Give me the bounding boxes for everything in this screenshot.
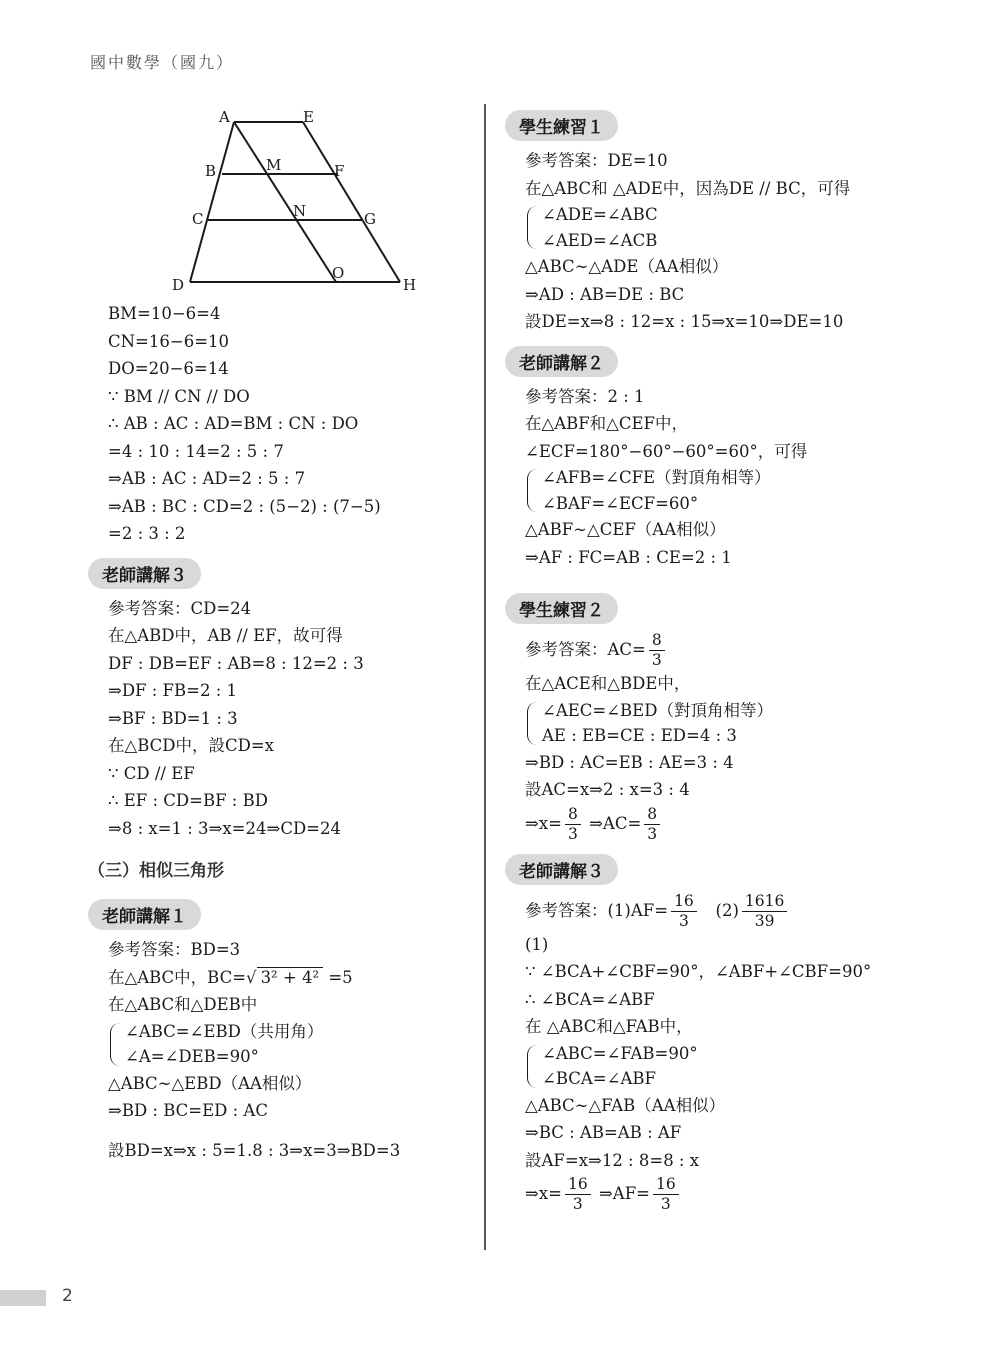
fraction bbox=[649, 631, 665, 670]
intro-line: DO=20−6=14 bbox=[108, 359, 229, 378]
solution-line: 設AF=x⇒12 : 8=8 : x bbox=[525, 1150, 700, 1170]
brace-line: ∠ABC=∠FAB=90° bbox=[542, 1043, 698, 1063]
solution-line: ⇒BD : BC=ED : AC bbox=[108, 1101, 268, 1120]
final-b: ⇒AF= bbox=[598, 1184, 650, 1203]
right-column bbox=[505, 100, 945, 1214]
solution-line: △ABF∼△CEF（AA相似） bbox=[525, 520, 726, 539]
sqrt-line-post: =5 bbox=[328, 967, 353, 987]
condition-brace bbox=[505, 698, 945, 749]
brace-line: ∠AEC=∠BED（對頂角相等） bbox=[542, 700, 773, 720]
line-AD bbox=[190, 122, 234, 282]
final-a: ⇒x= bbox=[525, 1184, 562, 1203]
section-title: （三）相似三角形 bbox=[88, 861, 224, 881]
solution-line: 在△ABF和△CEF中， bbox=[525, 414, 688, 433]
denominator: 3 bbox=[567, 824, 578, 843]
solution-line: ∵ ∠BCA+∠CBF=90°，∠ABF+∠CBF=90° bbox=[525, 962, 872, 981]
solution-line: DF : DB=EF : AB=8 : 12=2 : 3 bbox=[108, 653, 364, 673]
solution-line: 參考答案：CD=24 bbox=[108, 598, 252, 618]
numerator: 8 bbox=[565, 805, 581, 825]
intro-line: CN=16−6=10 bbox=[108, 331, 230, 351]
condition-brace bbox=[505, 202, 945, 253]
answer-prefix: 參考答案：(1)AF= bbox=[525, 900, 669, 920]
trapezoid-figure bbox=[166, 100, 426, 300]
column-divider bbox=[484, 104, 486, 1250]
line-AO bbox=[234, 122, 336, 282]
label-G: G bbox=[364, 210, 376, 228]
brace-line: ∠AED=∠ACB bbox=[542, 230, 658, 250]
condition-brace bbox=[505, 465, 945, 516]
solution-line: ∵ CD // EF bbox=[108, 763, 195, 783]
sqrt-line-pre: 在△ABC中，BC= bbox=[108, 967, 247, 987]
solution-line: 在△ACE和△BDE中， bbox=[525, 674, 691, 693]
answer-line: 參考答案：DE=10 bbox=[525, 151, 668, 170]
fraction bbox=[565, 1175, 591, 1214]
brace-line: ∠AFB=∠CFE（對頂角相等） bbox=[542, 468, 771, 487]
line-EH bbox=[303, 122, 400, 282]
solution-line: ∠ECF=180°−60°−60°=60°，可得 bbox=[525, 441, 808, 461]
fraction bbox=[742, 892, 787, 931]
intro-line: =2 : 3 : 2 bbox=[108, 524, 186, 543]
final-answer-line bbox=[505, 1174, 945, 1214]
brace-mark bbox=[527, 702, 538, 745]
fraction bbox=[653, 1175, 679, 1214]
intro-line: ∴ AB : AC : AD=BM : CN : DO bbox=[108, 414, 359, 433]
solution-line: 設AC=x⇒2 : x=3 : 4 bbox=[525, 780, 690, 799]
answer-line: 參考答案：2 : 1 bbox=[525, 386, 645, 406]
numerator: 16 bbox=[653, 1175, 679, 1195]
brace-mark bbox=[110, 1023, 121, 1066]
denominator: 3 bbox=[678, 911, 689, 930]
denominator: 3 bbox=[647, 824, 658, 843]
solution-line: ⇒BD : AC=EB : AE=3 : 4 bbox=[525, 752, 734, 772]
intro-line: BM=10−6=4 bbox=[108, 304, 221, 323]
final-answer-line bbox=[505, 804, 945, 844]
teacher-explanation-1-badge: 老師講解１ bbox=[88, 899, 201, 930]
teacher-explanation-2-badge: 老師講解２ bbox=[505, 346, 618, 377]
page-number-bar bbox=[0, 1290, 46, 1306]
brace-line: ∠ADE=∠ABC bbox=[542, 205, 658, 224]
solution-line: ∴ EF : CD=BF : BD bbox=[108, 791, 268, 810]
label-C: C bbox=[192, 210, 204, 228]
intro-line: =4 : 10 : 14=2 : 5 : 7 bbox=[108, 441, 284, 461]
answer-line: 參考答案：BD=3 bbox=[108, 940, 241, 959]
brace-mark bbox=[527, 469, 538, 512]
solution-line: ⇒BF : BD=1 : 3 bbox=[108, 708, 238, 728]
label-N: N bbox=[293, 202, 307, 220]
solution-line: ∴ ∠BCA=∠ABF bbox=[525, 989, 655, 1009]
page-number: 2 bbox=[62, 1286, 73, 1306]
left-column bbox=[88, 100, 473, 1164]
solution-line: △ABC∼△EBD（AA相似） bbox=[108, 1073, 312, 1093]
teacher-explanation-3-badge: 老師講解３ bbox=[88, 558, 201, 589]
numerator: 1616 bbox=[742, 892, 787, 912]
sqrt-sign: √ bbox=[246, 967, 257, 987]
label-H: H bbox=[403, 276, 417, 294]
brace-line: ∠ABC=∠EBD（共用角） bbox=[125, 1021, 324, 1041]
solution-line: ⇒DF : FB=2 : 1 bbox=[108, 681, 237, 700]
answer-line bbox=[505, 891, 945, 931]
brace-line: AE : EB=CE : ED=4 : 3 bbox=[542, 726, 737, 745]
brace-mark bbox=[527, 1045, 538, 1088]
solution-line: 在△ABC和△DEB中 bbox=[108, 995, 258, 1014]
brace-mark bbox=[527, 206, 538, 249]
numerator: 8 bbox=[644, 805, 660, 825]
fraction bbox=[671, 892, 697, 931]
label-M: M bbox=[266, 156, 282, 174]
fraction bbox=[644, 805, 660, 844]
denominator: 3 bbox=[660, 1195, 671, 1213]
denominator: 3 bbox=[572, 1195, 583, 1213]
answer-prefix: 參考答案：AC= bbox=[525, 640, 646, 659]
condition-brace bbox=[88, 1019, 473, 1070]
answer-line bbox=[505, 630, 945, 670]
solution-line: △ABC∼△ADE（AA相似） bbox=[525, 257, 729, 276]
teacher-explanation-3r-badge: 老師講解３ bbox=[505, 854, 618, 885]
solution-line: △ABC∼△FAB（AA相似） bbox=[525, 1095, 726, 1115]
intro-line: ⇒AB : BC : CD=2 : (5−2) : (7−5) bbox=[108, 496, 381, 516]
label-F: F bbox=[334, 162, 345, 180]
solution-line: ⇒AD : AB=DE : BC bbox=[525, 284, 685, 304]
radicand: 3² + 4² bbox=[257, 967, 324, 988]
label-O: O bbox=[332, 264, 345, 282]
student-practice-2-badge: 學生練習２ bbox=[505, 593, 618, 624]
denominator: 39 bbox=[754, 911, 775, 930]
numerator: 16 bbox=[671, 892, 697, 912]
denominator: 3 bbox=[651, 651, 662, 669]
final-a: ⇒x= bbox=[525, 813, 562, 833]
intro-line: ∵ BM // CN // DO bbox=[108, 386, 250, 406]
solution-line: ⇒BC : AB=AB : AF bbox=[525, 1123, 682, 1142]
solution-line: 在△BCD中，設CD=x bbox=[108, 736, 274, 755]
solution-line: 在△ABD中，AB // EF，故可得 bbox=[108, 626, 343, 645]
numerator: 16 bbox=[565, 1175, 591, 1195]
brace-line: ∠BCA=∠ABF bbox=[542, 1069, 656, 1088]
brace-line: ∠BAF=∠ECF=60° bbox=[542, 493, 699, 513]
condition-brace bbox=[505, 1041, 945, 1092]
student-practice-1-badge: 學生練習１ bbox=[505, 110, 618, 141]
intro-line: ⇒AB : AC : AD=2 : 5 : 7 bbox=[108, 469, 306, 488]
solution-line: (1) bbox=[525, 934, 549, 954]
numerator: 8 bbox=[649, 631, 665, 651]
label-A: A bbox=[219, 108, 230, 126]
solution-line: ⇒AF : FC=AB : CE=2 : 1 bbox=[525, 547, 732, 567]
label-B: B bbox=[205, 162, 217, 180]
sqrt-line bbox=[88, 964, 473, 992]
page-header: 國中數學（國九） bbox=[90, 53, 235, 72]
final-b: ⇒AC= bbox=[589, 813, 642, 833]
solution-line: 在△ABC和 △ADE中，因為DE // BC，可得 bbox=[525, 178, 851, 198]
solution-line: 在 △ABC和△FAB中， bbox=[525, 1017, 693, 1036]
label-E: E bbox=[303, 108, 314, 126]
fraction bbox=[565, 805, 581, 844]
label-D: D bbox=[172, 276, 185, 294]
answer-mid: (2) bbox=[715, 900, 739, 920]
solution-line: 設DE=x⇒8 : 12=x : 15⇒x=10⇒DE=10 bbox=[525, 312, 844, 331]
solution-line: ⇒8 : x=1 : 3⇒x=24⇒CD=24 bbox=[108, 818, 341, 838]
brace-line: ∠A=∠DEB=90° bbox=[125, 1047, 259, 1066]
solution-line: 設BD=x⇒x : 5=1.8 : 3⇒x=3⇒BD=3 bbox=[108, 1140, 401, 1160]
